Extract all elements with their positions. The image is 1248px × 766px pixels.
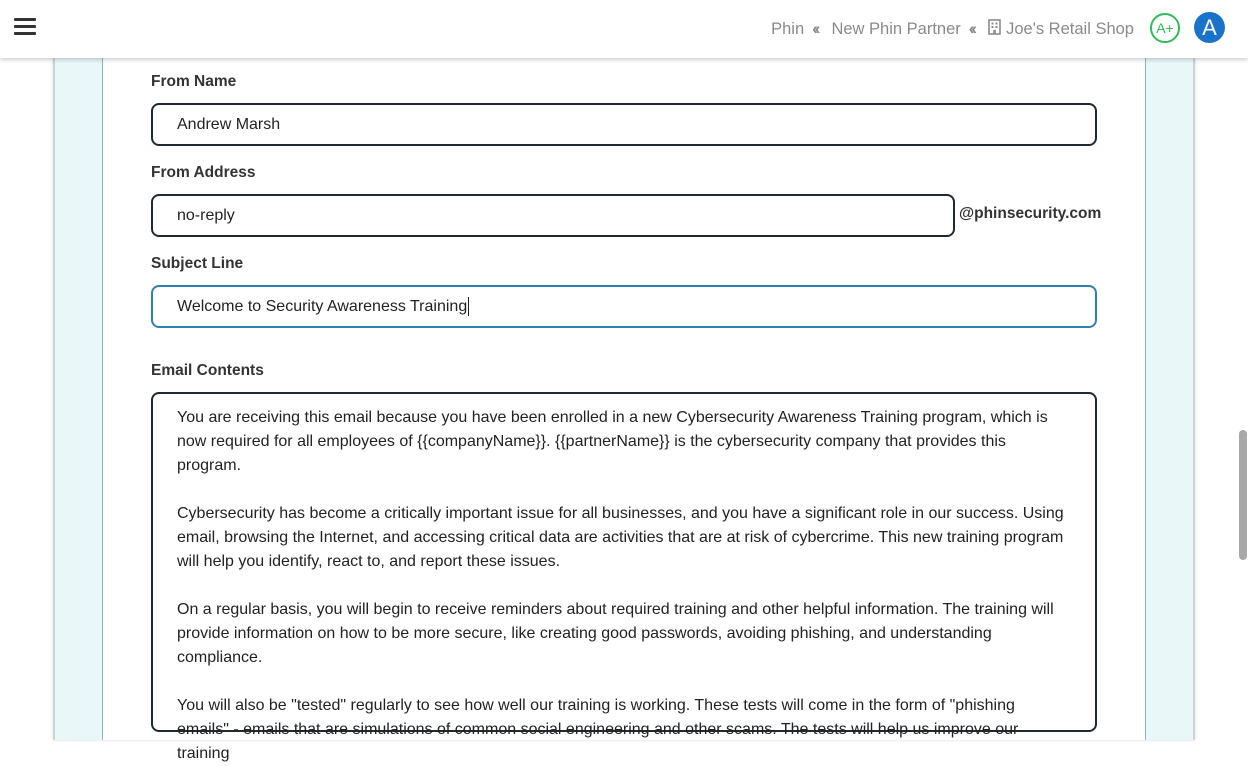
text-caret — [468, 297, 469, 316]
breadcrumb-label: Joe's Retail Shop — [1006, 19, 1134, 38]
double-chevron-left-icon: ‹‹ — [812, 19, 818, 38]
breadcrumb-phin[interactable] — [771, 20, 804, 39]
email-paragraph: You are receiving this email because you have been enrolled in a new Cybersecurity Awareness Training program, which is now required for all employees of {{companyName}}. {{partnerName}} is the cybersecurity company that provides this program. — [177, 409, 1048, 474]
from-name-value: Andrew Marsh — [177, 115, 281, 133]
building-icon — [988, 19, 1001, 40]
from-name-label: From Name — [151, 73, 237, 90]
scrollbar-thumb[interactable] — [1239, 430, 1247, 560]
from-address-value: no-reply — [177, 206, 235, 224]
email-domain-suffix: @phinsecurity.com — [959, 205, 1102, 222]
email-contents-editor[interactable] — [151, 392, 1097, 762]
subject-line-input[interactable] — [151, 285, 1097, 328]
email-contents-label: Email Contents — [151, 362, 264, 379]
breadcrumb-label: Phin — [771, 19, 805, 38]
breadcrumb — [771, 0, 1134, 58]
double-chevron-left-icon: ‹‹ — [968, 19, 975, 38]
menu-icon[interactable] — [14, 18, 36, 38]
breadcrumb-partner[interactable] — [831, 20, 960, 39]
subject-line-value: Welcome to Security Awareness Training — [177, 297, 468, 315]
subject-line-label: Subject Line — [151, 255, 244, 272]
from-address-input[interactable] — [151, 194, 955, 237]
avatar[interactable]: A — [1194, 12, 1225, 43]
scrollbar-track — [1238, 58, 1248, 702]
email-paragraph: On a regular basis, you will begin to receive reminders about required training and other helpful information. The training will provide information on how to be more secure, like creating good passwords, avoiding phishing, and understanding compliance. — [177, 601, 1054, 666]
email-paragraph: You will also be "tested" regularly to see how well our training is working. These tests will come in the form of "phishing emails" - emails that are simulations of common social engineering and other scams. The tests will help us improve our training — [177, 697, 1019, 762]
from-address-label: From Address — [151, 164, 256, 181]
breadcrumb-company[interactable] — [988, 19, 1134, 40]
top-bar — [0, 0, 1248, 58]
from-name-input[interactable] — [151, 103, 1097, 146]
security-grade-badge[interactable]: A+ — [1150, 13, 1180, 43]
email-paragraph: Cybersecurity has become a critically important issue for all businesses, and you have a significant role in our success. Using email, browsing the Internet, and accessing critical data are activities that are at risk of cybercrime. This new training program will help you identify, react to, and report these issues. — [177, 505, 1064, 570]
breadcrumb-label: New Phin Partner — [831, 19, 961, 38]
